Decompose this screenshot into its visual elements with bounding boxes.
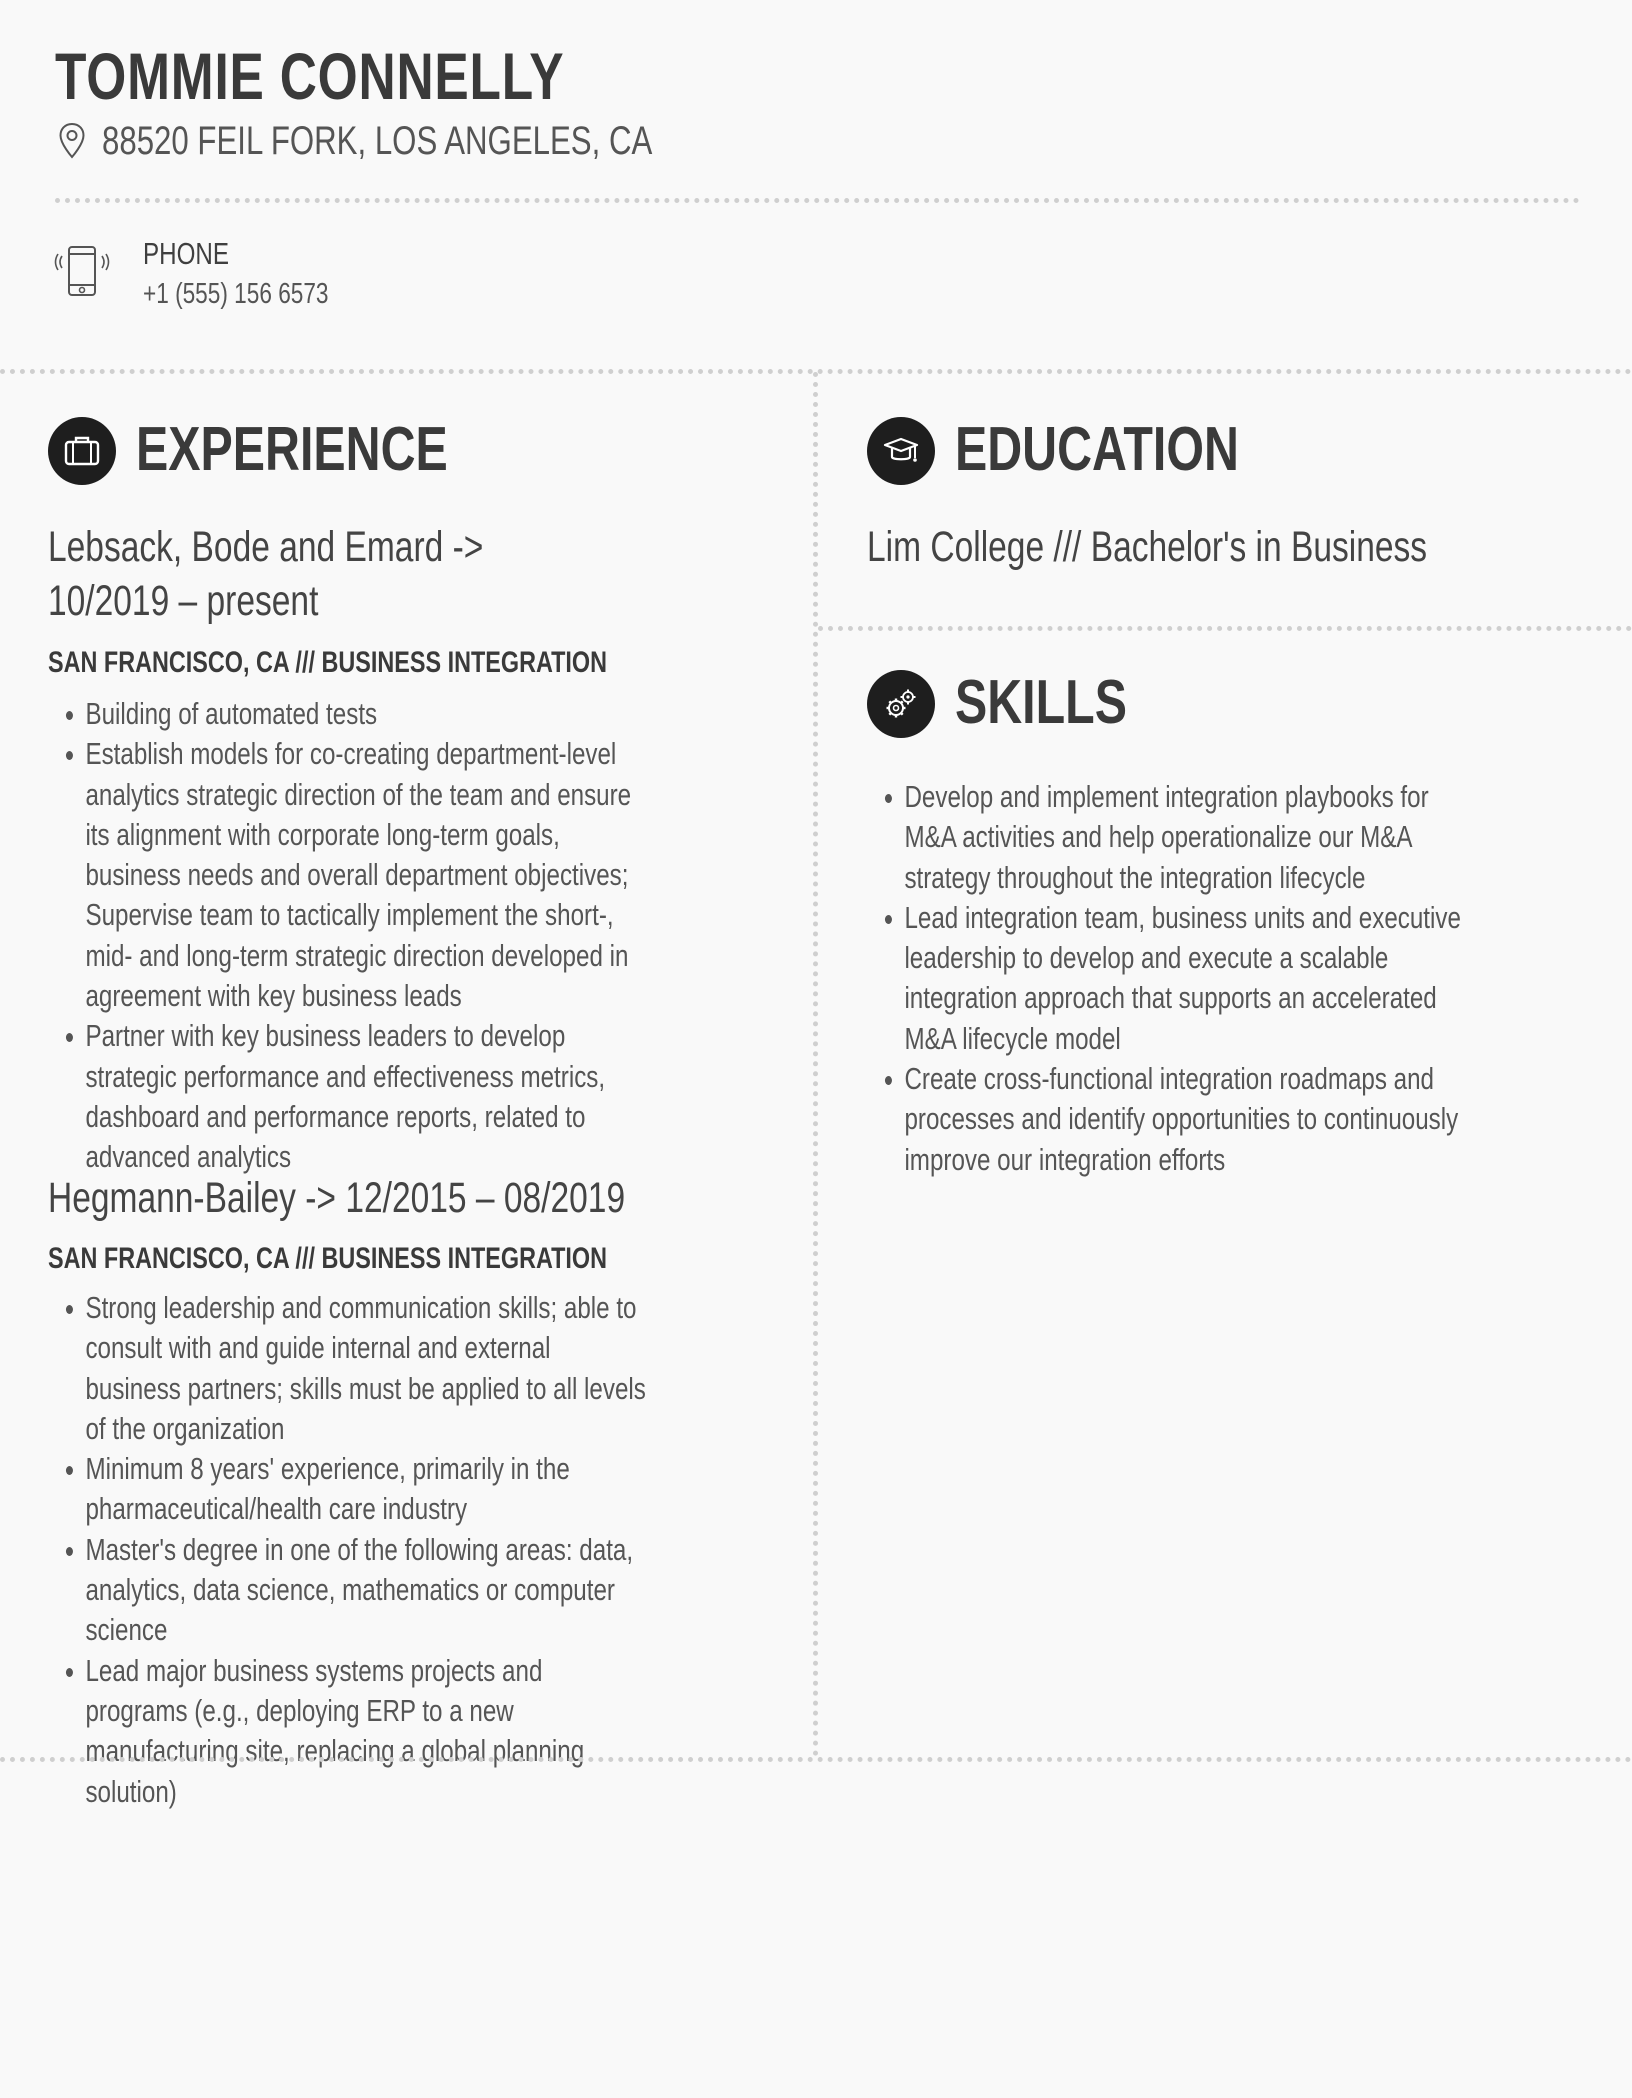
address-text: 88520 FEIL FORK, LOS ANGELES, CA <box>102 118 653 163</box>
phone-number: +1 (555) 156 6573 <box>143 278 329 310</box>
job-bullet-list <box>48 1288 649 1812</box>
experience-section-icon <box>48 417 116 485</box>
experience-heading: EXPERIENCE <box>136 415 448 484</box>
job-subheading: SAN FRANCISCO, CA /// BUSINESS INTEGRATION <box>48 1242 608 1275</box>
job-bullet-list <box>48 694 649 1178</box>
list-item: • Lead integration team, business units and executive leadership to develop and execute a scalable integration approach that supports an accelerated M&A lifecycle model <box>904 898 1468 1059</box>
column-divider <box>813 372 818 1757</box>
address-row <box>58 118 808 164</box>
education-section-icon <box>867 417 935 485</box>
list-item: • Minimum 8 years' experience, primarily in the pharmaceutical/health care industry <box>85 1449 649 1530</box>
job-heading: Lebsack, Bode and Emard -> 10/2019 – present <box>48 523 484 625</box>
list-item: • Develop and implement integration playbooks for M&A activities and help operationalize our M&A strategy throughout the integration lifecycle <box>904 777 1468 898</box>
briefcase-icon <box>62 431 102 471</box>
job-subheading: SAN FRANCISCO, CA /// BUSINESS INTEGRATION <box>48 646 608 679</box>
skills-heading: SKILLS <box>955 668 1127 737</box>
job-heading: Hegmann-Bailey -> 12/2015 – 08/2019 <box>48 1174 626 1222</box>
list-item: • Master's degree in one of the following areas: data, analytics, data science, mathematics or computer science <box>85 1530 649 1651</box>
candidate-name: TOMMIE CONNELLY <box>55 39 565 113</box>
list-item: • Lead major business systems projects and programs (e.g., deploying ERP to a new manufacturing site, replacing a global planning solution) <box>85 1651 649 1812</box>
header-divider <box>55 198 1580 203</box>
skills-section-icon <box>867 670 935 738</box>
list-item: • Strong leadership and communication skills; able to consult with and guide internal and external business partners; skills must be applied to all levels of the organization <box>85 1288 649 1449</box>
list-item: • Building of automated tests <box>85 694 649 734</box>
mobile-phone-icon <box>54 244 110 300</box>
list-item: • Create cross-functional integration roadmaps and processes and identify opportunities to continuously improve our integration efforts <box>904 1059 1468 1180</box>
gears-icon <box>881 684 921 724</box>
map-pin-icon <box>58 122 86 160</box>
graduation-cap-icon <box>881 431 921 471</box>
education-heading: EDUCATION <box>955 415 1239 484</box>
content-bottom-divider <box>0 1757 1632 1762</box>
skills-bullet-list <box>867 777 1468 1180</box>
education-divider <box>818 626 1632 631</box>
list-item: • Partner with key business leaders to develop strategic performance and effectiveness metrics, dashboard and performance reports, related to advanced analytics <box>85 1016 649 1177</box>
education-entry: Lim College /// Bachelor's in Business <box>867 523 1428 571</box>
list-item: • Establish models for co-creating department-level analytics strategic direction of the team and ensure its alignment with corporate long-term goals, business needs and overall department objectives; Supervise team to tactically implement the short-, mid- and long-term strategic direction developed in agreement with key business leads <box>85 734 649 1016</box>
phone-label: PHONE <box>143 236 229 271</box>
